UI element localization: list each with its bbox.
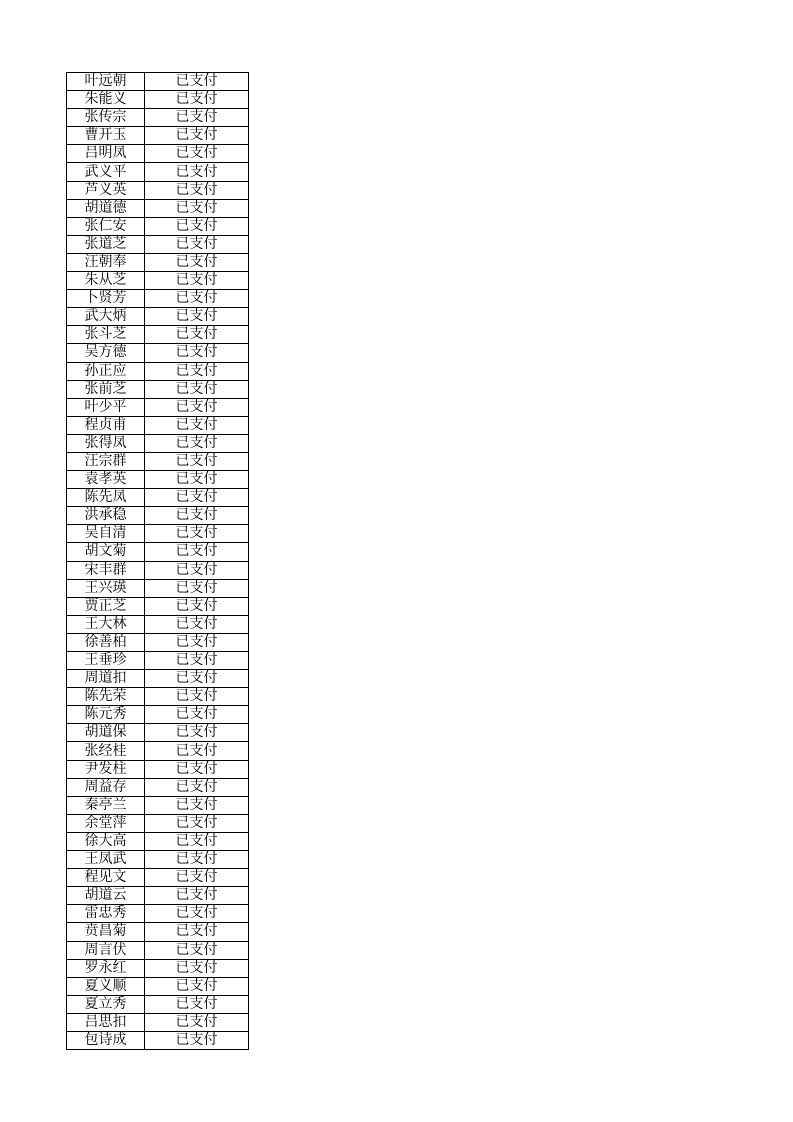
payment-status-cell: 已支付 [145,199,249,217]
table-row [67,869,249,887]
payment-table-body [67,73,249,1050]
payment-status-cell: 已支付 [145,163,249,181]
table-row [67,452,249,470]
table-row [67,1013,249,1031]
name-cell: 张仁安 [67,217,145,235]
name-cell: 张传宗 [67,109,145,127]
table-row [67,326,249,344]
name-cell: 程见文 [67,869,145,887]
payment-status-cell: 已支付 [145,326,249,344]
name-cell: 雷忠秀 [67,905,145,923]
table-row [67,905,249,923]
name-cell: 陈元秀 [67,706,145,724]
table-row [67,163,249,181]
table-row [67,778,249,796]
payment-status-cell: 已支付 [145,127,249,145]
payment-status-cell: 已支付 [145,869,249,887]
name-cell: 吴自清 [67,525,145,543]
payment-status-cell: 已支付 [145,344,249,362]
table-row [67,959,249,977]
payment-status-cell: 已支付 [145,362,249,380]
table-row [67,543,249,561]
payment-table [66,72,249,1050]
table-row [67,561,249,579]
payment-status-cell: 已支付 [145,380,249,398]
payment-status-cell: 已支付 [145,652,249,670]
name-cell: 贲昌菊 [67,923,145,941]
table-row [67,290,249,308]
payment-status-cell: 已支付 [145,272,249,290]
name-cell: 张斗芝 [67,326,145,344]
table-row [67,145,249,163]
name-cell: 汪朝奉 [67,253,145,271]
table-row [67,471,249,489]
name-cell: 朱从芝 [67,272,145,290]
name-cell: 尹发柱 [67,760,145,778]
payment-status-cell: 已支付 [145,253,249,271]
name-cell: 朱能义 [67,91,145,109]
payment-status-cell: 已支付 [145,959,249,977]
table-row [67,253,249,271]
payment-status-cell: 已支付 [145,181,249,199]
table-row [67,91,249,109]
payment-status-cell: 已支付 [145,832,249,850]
table-row [67,887,249,905]
table-row [67,344,249,362]
payment-status-cell: 已支付 [145,706,249,724]
table-row [67,670,249,688]
name-cell: 夏立秀 [67,995,145,1013]
payment-status-cell: 已支付 [145,145,249,163]
name-cell: 周益存 [67,778,145,796]
payment-status-cell: 已支付 [145,995,249,1013]
name-cell: 武义平 [67,163,145,181]
payment-status-cell: 已支付 [145,489,249,507]
payment-status-cell: 已支付 [145,308,249,326]
payment-status-cell: 已支付 [145,109,249,127]
name-cell: 武大炳 [67,308,145,326]
name-cell: 张前芝 [67,380,145,398]
table-row [67,73,249,91]
name-cell: 张得凤 [67,434,145,452]
name-cell: 王凤武 [67,851,145,869]
name-cell: 叶远朝 [67,73,145,91]
payment-status-cell: 已支付 [145,416,249,434]
name-cell: 王兴瑛 [67,579,145,597]
payment-status-cell: 已支付 [145,633,249,651]
name-cell: 王大林 [67,615,145,633]
payment-status-cell: 已支付 [145,579,249,597]
table-row [67,308,249,326]
name-cell: 陈先凤 [67,489,145,507]
payment-status-cell: 已支付 [145,91,249,109]
table-row [67,724,249,742]
name-cell: 宋丰群 [67,561,145,579]
table-row [67,923,249,941]
payment-status-cell: 已支付 [145,760,249,778]
name-cell: 吴方德 [67,344,145,362]
name-cell: 叶少平 [67,398,145,416]
table-row [67,507,249,525]
table-row [67,652,249,670]
payment-status-cell: 已支付 [145,597,249,615]
table-row [67,235,249,253]
payment-status-cell: 已支付 [145,977,249,995]
payment-status-cell: 已支付 [145,217,249,235]
name-cell: 孙正应 [67,362,145,380]
table-row [67,199,249,217]
payment-status-cell: 已支付 [145,742,249,760]
payment-status-cell: 已支付 [145,724,249,742]
payment-status-cell: 已支付 [145,851,249,869]
name-cell: 芦义英 [67,181,145,199]
table-row [67,615,249,633]
table-row [67,416,249,434]
payment-status-cell: 已支付 [145,688,249,706]
name-cell: 包诗成 [67,1031,145,1049]
table-row [67,977,249,995]
name-cell: 徐大高 [67,832,145,850]
payment-status-cell: 已支付 [145,905,249,923]
payment-status-cell: 已支付 [145,670,249,688]
table-row [67,380,249,398]
table-row [67,109,249,127]
name-cell: 胡道保 [67,724,145,742]
name-cell: 秦亭兰 [67,796,145,814]
payment-status-cell: 已支付 [145,561,249,579]
table-row [67,742,249,760]
name-cell: 程贞甫 [67,416,145,434]
payment-status-cell: 已支付 [145,887,249,905]
table-row [67,760,249,778]
table-row [67,398,249,416]
name-cell: 吕思扣 [67,1013,145,1031]
name-cell: 洪承稳 [67,507,145,525]
name-cell: 卜贤芳 [67,290,145,308]
table-row [67,362,249,380]
payment-status-cell: 已支付 [145,796,249,814]
payment-status-cell: 已支付 [145,525,249,543]
name-cell: 胡道德 [67,199,145,217]
name-cell: 贾正芝 [67,597,145,615]
name-cell: 胡道云 [67,887,145,905]
name-cell: 曹开玉 [67,127,145,145]
table-row [67,851,249,869]
table-row [67,995,249,1013]
table-row [67,181,249,199]
name-cell: 张道芝 [67,235,145,253]
table-row [67,1031,249,1049]
name-cell: 徐善柏 [67,633,145,651]
payment-status-cell: 已支付 [145,1013,249,1031]
table-row [67,941,249,959]
payment-status-cell: 已支付 [145,1031,249,1049]
table-row [67,633,249,651]
table-row [67,525,249,543]
table-row [67,272,249,290]
payment-status-cell: 已支付 [145,235,249,253]
name-cell: 吕明凤 [67,145,145,163]
name-cell: 汪宗群 [67,452,145,470]
name-cell: 夏义顺 [67,977,145,995]
name-cell: 余堂萍 [67,814,145,832]
payment-status-cell: 已支付 [145,471,249,489]
table-row [67,434,249,452]
name-cell: 张经桂 [67,742,145,760]
name-cell: 周言伏 [67,941,145,959]
payment-status-cell: 已支付 [145,778,249,796]
payment-status-cell: 已支付 [145,452,249,470]
table-row [67,814,249,832]
payment-status-cell: 已支付 [145,923,249,941]
payment-status-cell: 已支付 [145,615,249,633]
table-row [67,217,249,235]
name-cell: 袁孝英 [67,471,145,489]
table-row [67,688,249,706]
payment-status-cell: 已支付 [145,73,249,91]
name-cell: 王垂珍 [67,652,145,670]
table-row [67,597,249,615]
table-row [67,579,249,597]
table-row [67,706,249,724]
name-cell: 胡文菊 [67,543,145,561]
payment-status-cell: 已支付 [145,290,249,308]
name-cell: 陈先荣 [67,688,145,706]
payment-status-cell: 已支付 [145,434,249,452]
payment-status-cell: 已支付 [145,941,249,959]
table-row [67,489,249,507]
payment-status-cell: 已支付 [145,398,249,416]
name-cell: 周道扣 [67,670,145,688]
payment-status-cell: 已支付 [145,814,249,832]
table-row [67,832,249,850]
payment-status-cell: 已支付 [145,507,249,525]
table-row [67,796,249,814]
name-cell: 罗永红 [67,959,145,977]
payment-status-cell: 已支付 [145,543,249,561]
table-row [67,127,249,145]
